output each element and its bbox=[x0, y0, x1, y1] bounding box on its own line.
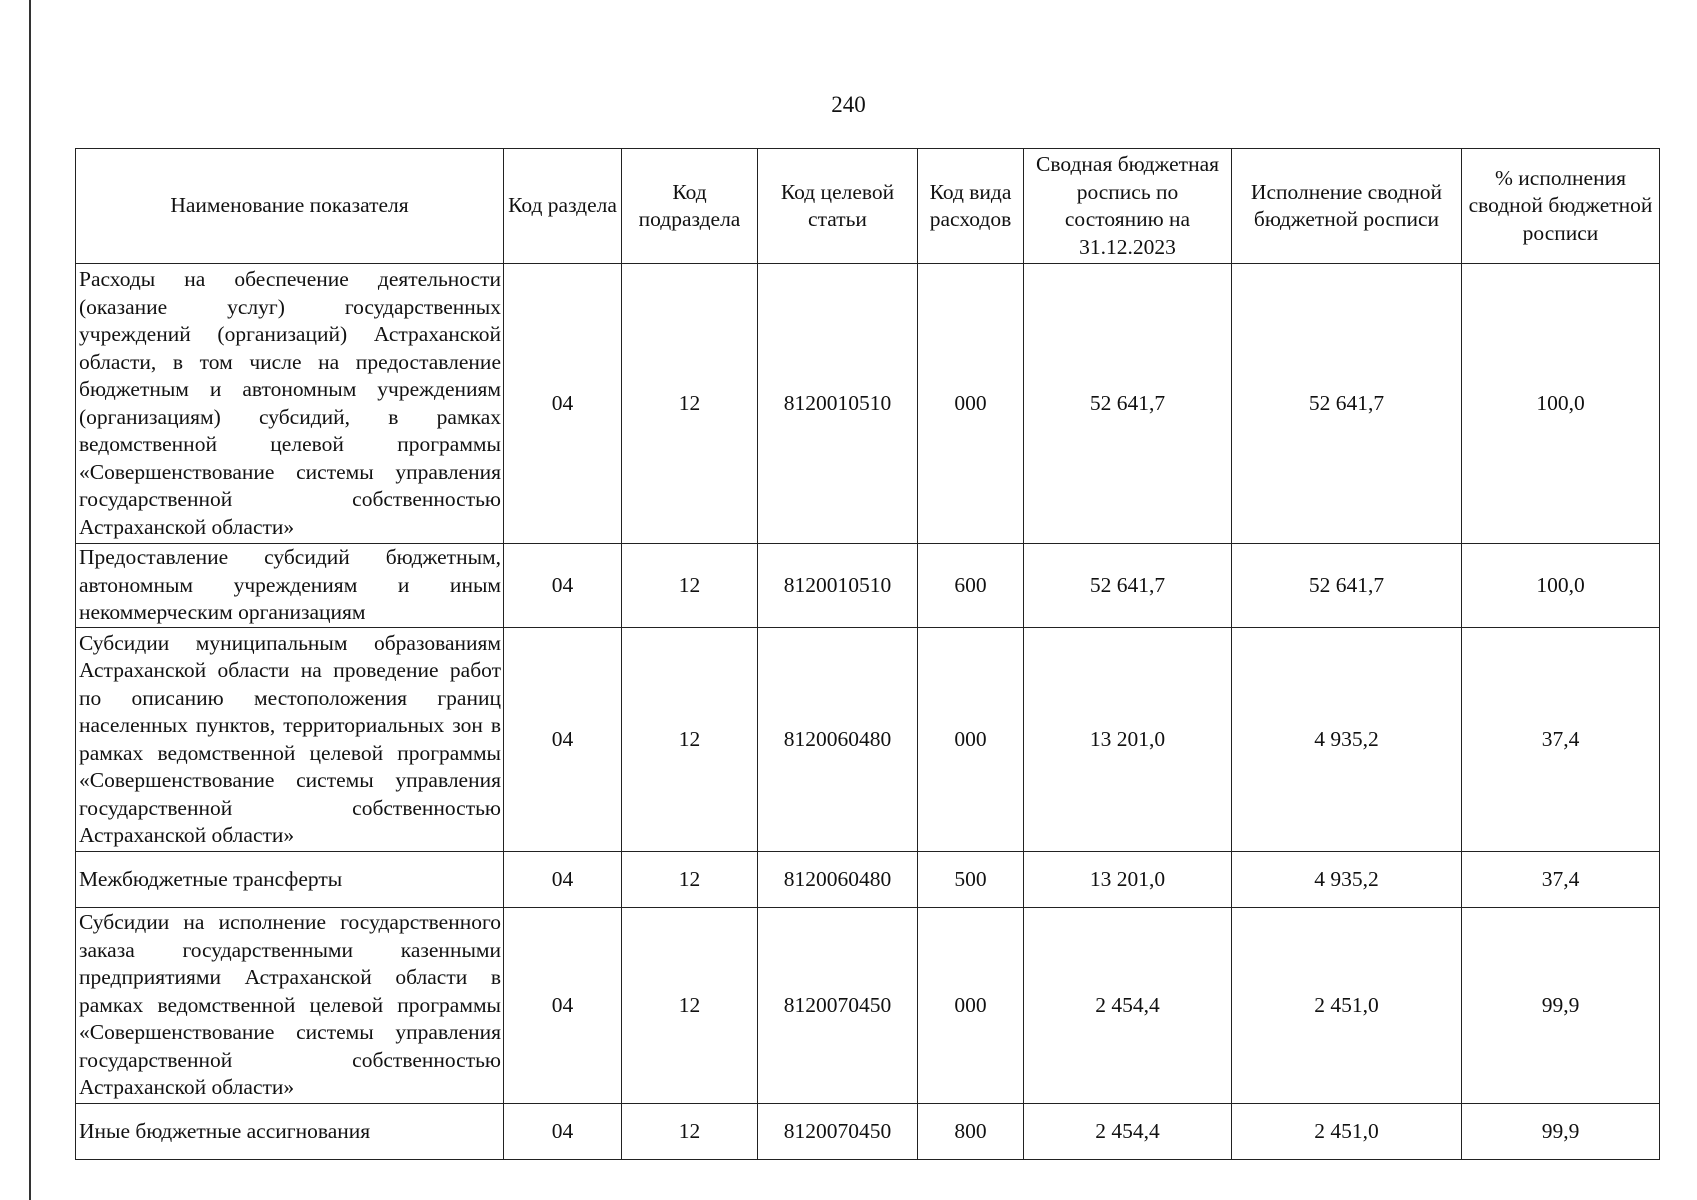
table-row bbox=[76, 628, 1660, 852]
cell-execution: 2 451,0 bbox=[1232, 908, 1462, 1104]
cell-subsection: 12 bbox=[622, 852, 758, 908]
header-percent: % исполнения сводной бюджетной росписи bbox=[1462, 149, 1660, 264]
table-row bbox=[76, 544, 1660, 628]
cell-execution: 4 935,2 bbox=[1232, 852, 1462, 908]
cell-subsection: 12 bbox=[622, 1104, 758, 1160]
cell-target: 8120010510 bbox=[758, 264, 918, 544]
cell-target: 8120070450 bbox=[758, 908, 918, 1104]
table-row bbox=[76, 908, 1660, 1104]
table-row bbox=[76, 852, 1660, 908]
cell-expense-type: 800 bbox=[918, 1104, 1024, 1160]
cell-percent: 99,9 bbox=[1462, 1104, 1660, 1160]
cell-expense-type: 000 bbox=[918, 264, 1024, 544]
table-header-row bbox=[76, 149, 1660, 264]
cell-expense-type: 000 bbox=[918, 908, 1024, 1104]
cell-name: Расходы на обеспечение деятельности (оказание услуг) государственных учреждений (организаций) Астраханской области, в том числе на предоставление бюджетным и автономным учреждениям (организациям) субсидий, в рамках ведомственной целевой программы «Совершенствование системы управления государственной собственностью Астраханской области» bbox=[76, 264, 504, 544]
header-target: Код целевой статьи bbox=[758, 149, 918, 264]
header-expense-type: Код вида расходов bbox=[918, 149, 1024, 264]
cell-percent: 99,9 bbox=[1462, 908, 1660, 1104]
cell-section: 04 bbox=[504, 544, 622, 628]
cell-plan: 13 201,0 bbox=[1024, 628, 1232, 852]
cell-execution: 52 641,7 bbox=[1232, 264, 1462, 544]
cell-plan: 13 201,0 bbox=[1024, 852, 1232, 908]
cell-subsection: 12 bbox=[622, 908, 758, 1104]
cell-plan: 52 641,7 bbox=[1024, 264, 1232, 544]
cell-execution: 2 451,0 bbox=[1232, 1104, 1462, 1160]
cell-target: 8120070450 bbox=[758, 1104, 918, 1160]
cell-execution: 4 935,2 bbox=[1232, 628, 1462, 852]
cell-plan: 52 641,7 bbox=[1024, 544, 1232, 628]
header-execution: Исполнение сводной бюджетной росписи bbox=[1232, 149, 1462, 264]
cell-subsection: 12 bbox=[622, 628, 758, 852]
cell-name: Иные бюджетные ассигнования bbox=[76, 1104, 504, 1160]
cell-section: 04 bbox=[504, 628, 622, 852]
cell-name: Субсидии муниципальным образованиям Астраханской области на проведение работ по описанию местоположения границ населенных пунктов, территориальных зон в рамках ведомственной целевой программы «Совершенствование системы управления государственной собственностью Астраханской области» bbox=[76, 628, 504, 852]
cell-target: 8120060480 bbox=[758, 628, 918, 852]
cell-section: 04 bbox=[504, 852, 622, 908]
cell-section: 04 bbox=[504, 908, 622, 1104]
cell-percent: 37,4 bbox=[1462, 852, 1660, 908]
table-row bbox=[76, 264, 1660, 544]
cell-name: Субсидии на исполнение государственного заказа государственными казенными предприятиями Астраханской области в рамках ведомственной целевой программы «Совершенствование системы управления государственной собственностью Астраханской области» bbox=[76, 908, 504, 1104]
table-row bbox=[76, 1104, 1660, 1160]
cell-section: 04 bbox=[504, 264, 622, 544]
cell-name: Межбюджетные трансферты bbox=[76, 852, 504, 908]
cell-name: Предоставление субсидий бюджетным, автономным учреждениям и иным некоммерческим организациям bbox=[76, 544, 504, 628]
cell-section: 04 bbox=[504, 1104, 622, 1160]
left-margin-line bbox=[29, 0, 31, 1200]
cell-percent: 100,0 bbox=[1462, 264, 1660, 544]
cell-subsection: 12 bbox=[622, 544, 758, 628]
cell-expense-type: 600 bbox=[918, 544, 1024, 628]
cell-plan: 2 454,4 bbox=[1024, 1104, 1232, 1160]
header-section: Код раздела bbox=[504, 149, 622, 264]
header-name: Наименование показателя bbox=[76, 149, 504, 264]
header-plan: Сводная бюджетная роспись по состоянию на 31.12.2023 bbox=[1024, 149, 1232, 264]
cell-subsection: 12 bbox=[622, 264, 758, 544]
cell-expense-type: 000 bbox=[918, 628, 1024, 852]
cell-percent: 100,0 bbox=[1462, 544, 1660, 628]
cell-target: 8120060480 bbox=[758, 852, 918, 908]
cell-target: 8120010510 bbox=[758, 544, 918, 628]
cell-plan: 2 454,4 bbox=[1024, 908, 1232, 1104]
cell-percent: 37,4 bbox=[1462, 628, 1660, 852]
page-number: 240 bbox=[831, 92, 866, 117]
header-subsection: Код подраздела bbox=[622, 149, 758, 264]
cell-execution: 52 641,7 bbox=[1232, 544, 1462, 628]
cell-expense-type: 500 bbox=[918, 852, 1024, 908]
budget-table bbox=[75, 148, 1660, 1160]
